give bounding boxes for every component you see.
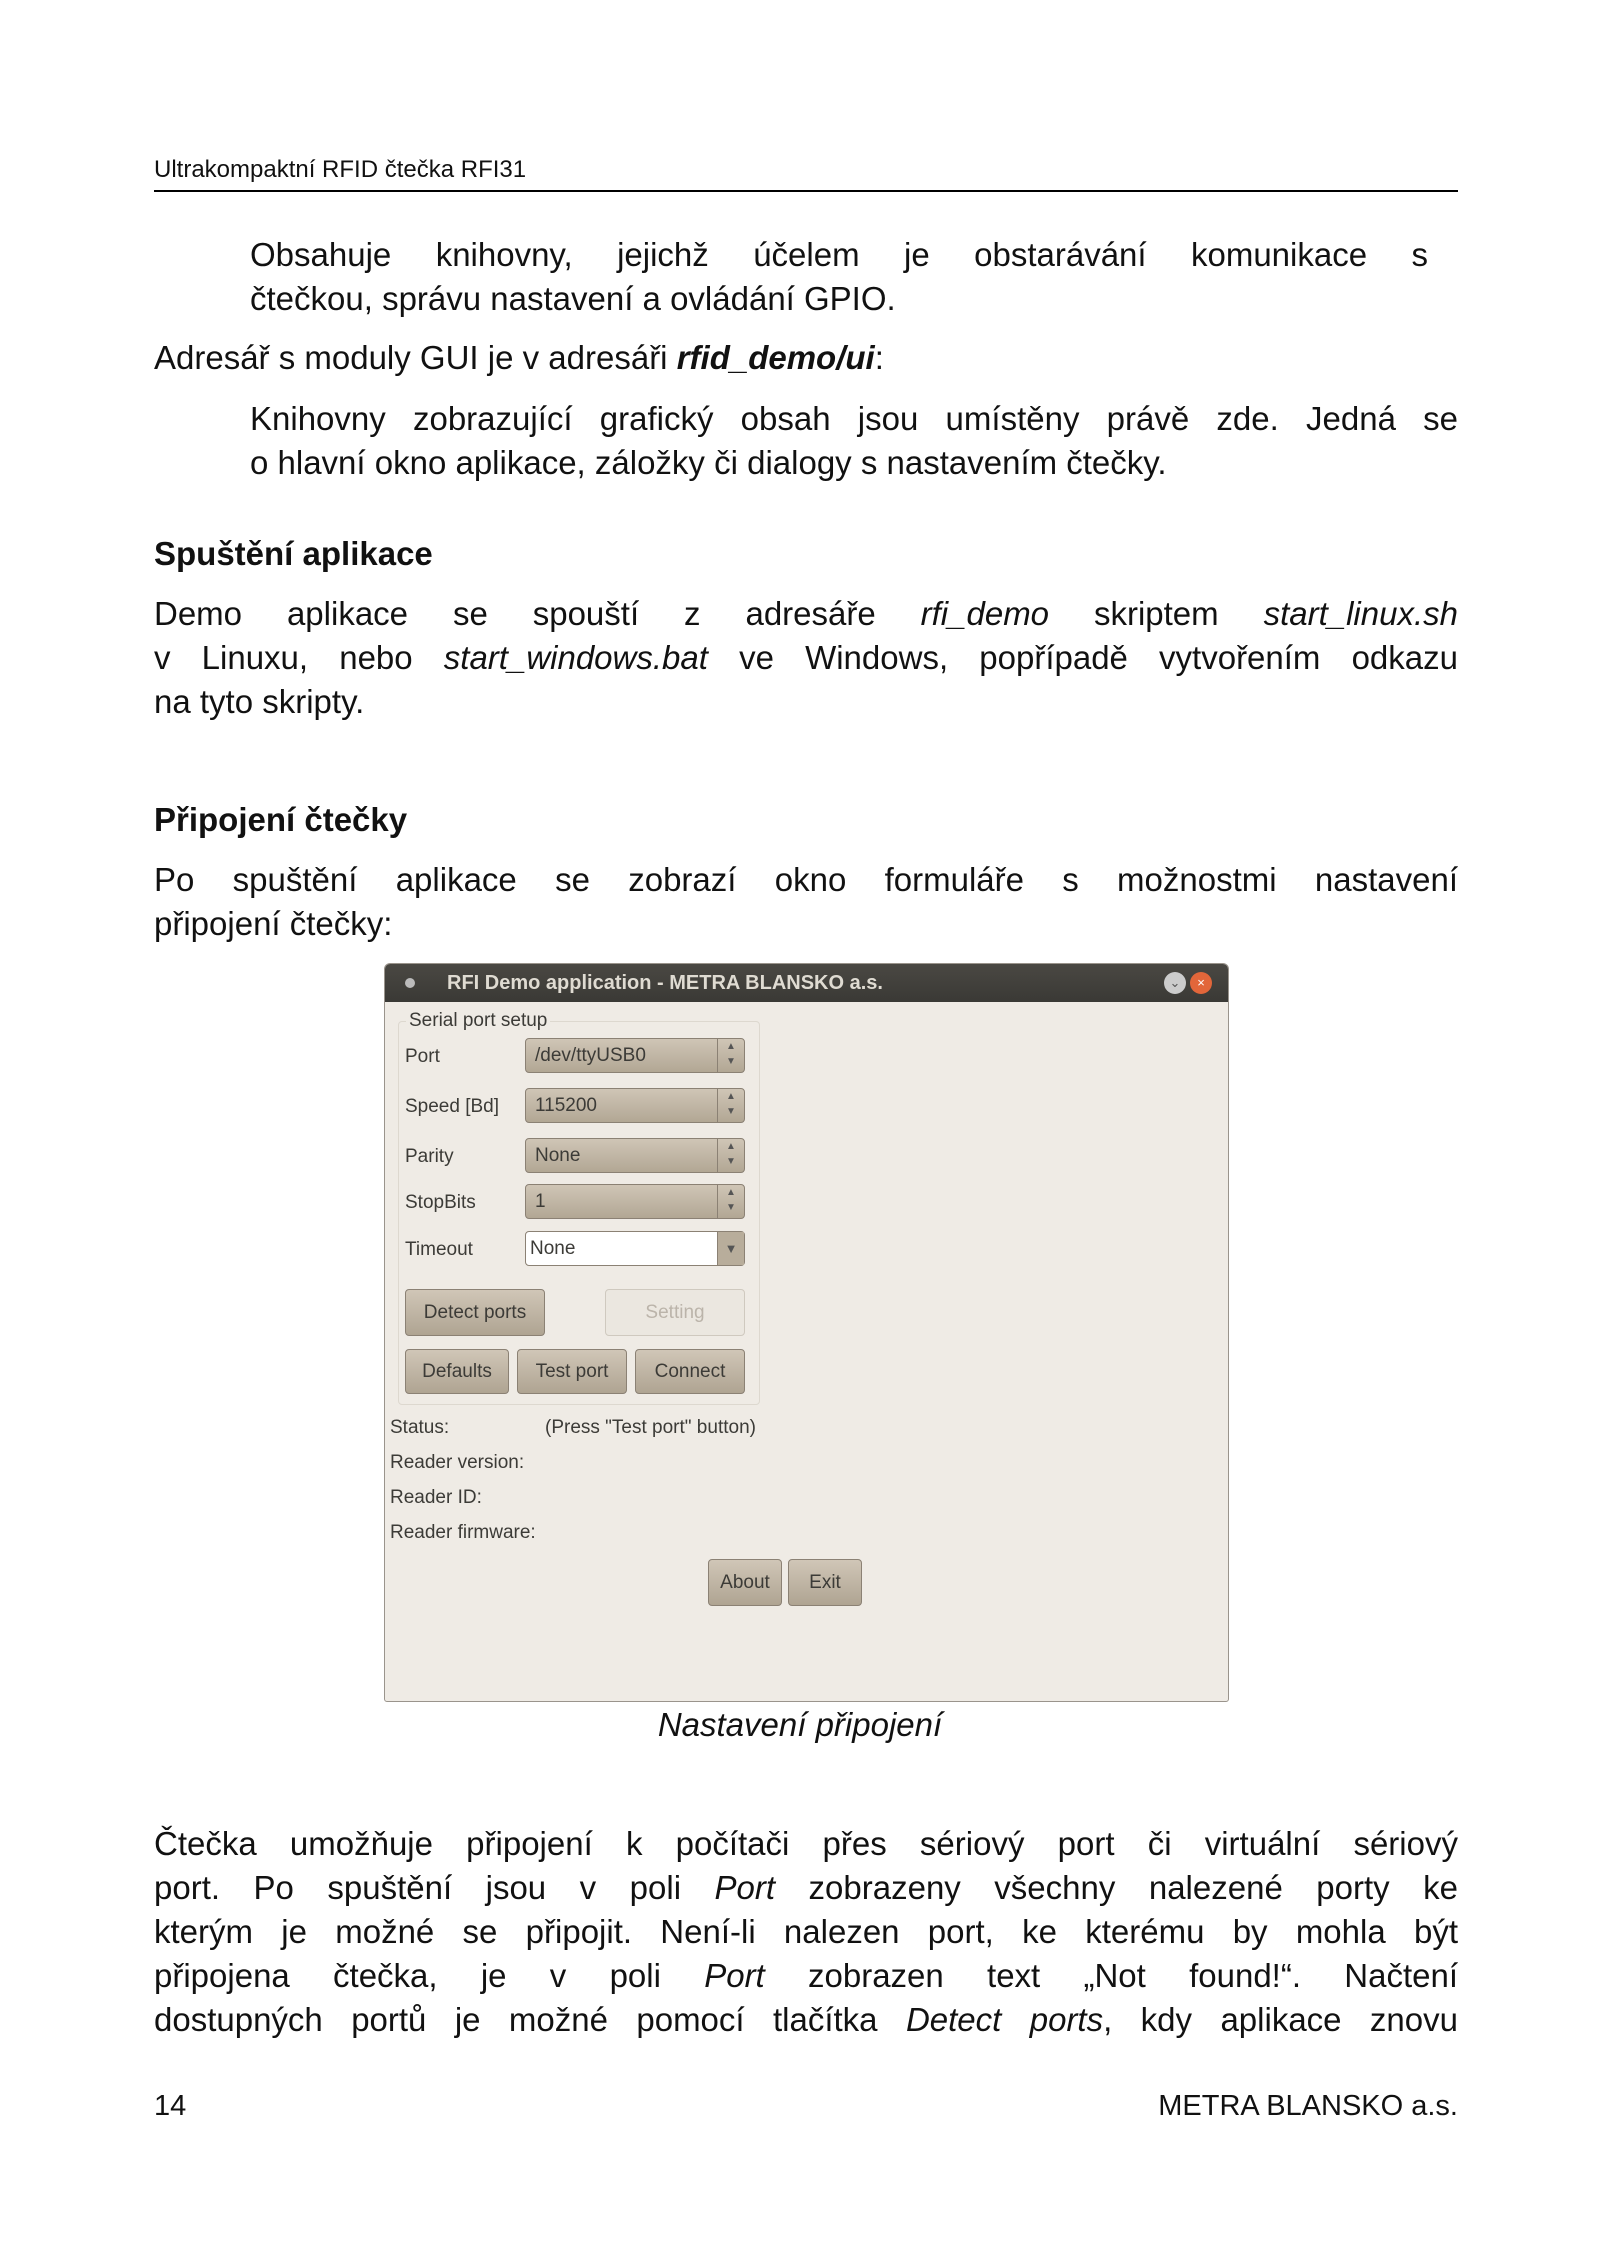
parity-label: Parity bbox=[405, 1146, 454, 1167]
text-span: : bbox=[874, 339, 884, 376]
text-line bbox=[154, 1822, 1458, 1866]
speed-label: Speed [Bd] bbox=[405, 1096, 500, 1117]
timeout-label: Timeout bbox=[405, 1239, 473, 1260]
text-span: Detect ports bbox=[905, 2001, 1104, 2038]
text-span: na tyto skripty. bbox=[154, 683, 365, 720]
text-span: start_linux.sh bbox=[1263, 595, 1458, 632]
heading-connect: Připojení čtečky bbox=[154, 801, 408, 838]
running-header: Ultrakompaktní RFID čtečka RFI31 bbox=[154, 156, 527, 183]
text-span: o hlavní okno aplikace, záložky či dialogy s nastavením čtečky. bbox=[250, 444, 1167, 481]
text-span: Po spuštění aplikace se zobrazí okno formuláře s možnostmi nastavení bbox=[154, 861, 1458, 898]
group-title: Serial port setup bbox=[406, 1010, 550, 1032]
text-span: kterým je možné se připojit. Není-li nalezen port, ke kterému by mohla být bbox=[154, 1913, 1458, 1950]
port-value: /dev/ttyUSB0 bbox=[535, 1045, 646, 1066]
test-port-button[interactable]: Test port bbox=[517, 1349, 627, 1394]
spin-arrows-icon: ▲ ▼ bbox=[717, 1039, 744, 1072]
header-rule bbox=[154, 190, 1458, 192]
status-label: Status: bbox=[390, 1417, 450, 1438]
page-number: 14 bbox=[154, 2090, 187, 2122]
spin-arrows-icon: ▲ ▼ bbox=[717, 1185, 744, 1218]
text-span: připojena čtečka, je v poli bbox=[154, 1957, 705, 1994]
text-line bbox=[154, 336, 884, 380]
dropdown-arrow-icon: ▼ bbox=[717, 1232, 744, 1265]
text-span: připojení čtečky: bbox=[154, 905, 393, 942]
text-line bbox=[250, 277, 896, 321]
setting-button[interactable]: Setting bbox=[605, 1289, 745, 1336]
text-line bbox=[154, 1910, 1458, 1954]
stopbits-label: StopBits bbox=[405, 1192, 476, 1213]
detect-ports-button[interactable]: Detect ports bbox=[405, 1289, 545, 1336]
text-line bbox=[154, 1866, 1458, 1910]
text-line bbox=[250, 233, 1428, 277]
text-span: Adresář s moduly GUI je v adresáři bbox=[154, 339, 677, 376]
text-line bbox=[154, 592, 1458, 636]
text-line bbox=[250, 441, 1167, 485]
stopbits-value: 1 bbox=[535, 1191, 546, 1212]
text-line bbox=[250, 397, 1458, 441]
text-span: čtečkou, správu nastavení a ovládání GPIO. bbox=[250, 280, 896, 317]
text-span: rfid_demo/ui bbox=[676, 339, 875, 376]
reader-version-label: Reader version: bbox=[390, 1452, 525, 1473]
status-value: (Press "Test port" button) bbox=[545, 1417, 756, 1438]
spin-arrows-icon: ▲ ▼ bbox=[717, 1089, 744, 1122]
minimize-icon[interactable]: ⌄ bbox=[1164, 972, 1186, 994]
app-window-screenshot bbox=[384, 963, 1229, 1702]
text-line bbox=[154, 902, 392, 946]
text-span: start_windows.bat bbox=[443, 639, 708, 676]
parity-value: None bbox=[535, 1145, 581, 1166]
footer-company: METRA BLANSKO a.s. bbox=[1158, 2090, 1458, 2122]
text-line bbox=[154, 858, 1458, 902]
window-title: RFI Demo application - METRA BLANSKO a.s. bbox=[447, 972, 883, 994]
stopbits-select[interactable] bbox=[525, 1184, 745, 1219]
text-span: Čtečka umožňuje připojení k počítači přes sériový port či virtuální sériový bbox=[154, 1825, 1458, 1862]
speed-value: 115200 bbox=[535, 1095, 597, 1116]
defaults-button[interactable]: Defaults bbox=[405, 1349, 509, 1394]
text-span: rfi_demo bbox=[920, 595, 1050, 632]
heading-start: Spuštění aplikace bbox=[154, 535, 433, 572]
text-span: port. Po spuštění jsou v poli bbox=[154, 1869, 715, 1906]
text-span: Port bbox=[704, 1957, 765, 1994]
port-label: Port bbox=[405, 1046, 440, 1067]
close-icon[interactable]: × bbox=[1190, 972, 1212, 994]
text-line bbox=[154, 1998, 1458, 2042]
text-span: dostupných portů je možné pomocí tlačítka bbox=[154, 2001, 906, 2038]
text-span: ve Windows, popřípadě vytvořením odkazu bbox=[707, 639, 1458, 676]
about-button[interactable]: About bbox=[708, 1559, 782, 1606]
text-span: , kdy aplikace znovu bbox=[1103, 2001, 1458, 2038]
parity-select[interactable] bbox=[525, 1138, 745, 1173]
text-line bbox=[154, 1954, 1458, 1998]
exit-button[interactable]: Exit bbox=[788, 1559, 862, 1606]
timeout-value: None bbox=[530, 1238, 576, 1259]
figure-caption: Nastavení připojení bbox=[657, 1706, 943, 1743]
timeout-combobox[interactable] bbox=[525, 1231, 745, 1266]
text-span: v Linuxu, nebo bbox=[154, 639, 444, 676]
connect-button[interactable]: Connect bbox=[635, 1349, 745, 1394]
text-line bbox=[154, 636, 1458, 680]
reader-id-label: Reader ID: bbox=[390, 1487, 482, 1508]
text-span: skriptem bbox=[1049, 595, 1264, 632]
speed-select[interactable] bbox=[525, 1088, 745, 1123]
text-span: Demo aplikace se spouští z adresáře bbox=[154, 595, 921, 632]
spin-arrows-icon: ▲ ▼ bbox=[717, 1139, 744, 1172]
text-span: zobrazeny všechny nalezené porty ke bbox=[775, 1869, 1458, 1906]
text-span: Port bbox=[714, 1869, 776, 1906]
text-span: Obsahuje knihovny, jejichž účelem je obstarávání komunikace s bbox=[250, 236, 1428, 273]
window-menu-icon[interactable] bbox=[405, 978, 415, 988]
text-span: Knihovny zobrazující grafický obsah jsou umístěny právě zde. Jedná se bbox=[250, 400, 1458, 437]
reader-firmware-label: Reader firmware: bbox=[390, 1522, 536, 1543]
text-span: zobrazen text „Not found!“. Načtení bbox=[764, 1957, 1458, 1994]
title-bar bbox=[385, 964, 1228, 1002]
text-line bbox=[154, 680, 364, 724]
port-select[interactable] bbox=[525, 1038, 745, 1073]
